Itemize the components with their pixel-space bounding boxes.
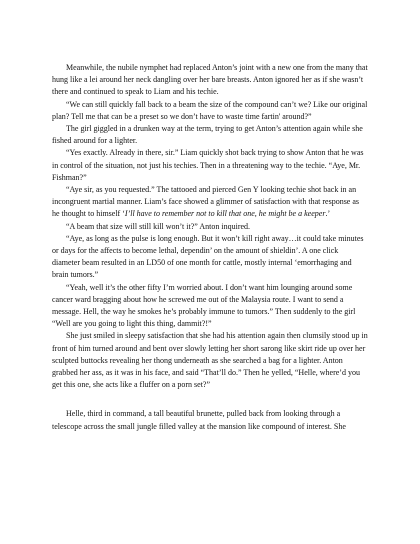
paragraph-8: “Yeah, well it’s the other fifty I’m worried about. I don’t want him lounging around some cancer ward bragging about how he screwed me out of the Malaysia route. I want to send a message. Hell, the way he smokes he’s probably immune to tumors.” Then suddenly to the girl “Well are you going to light this thing, dammit?!”	[52, 282, 356, 329]
paragraph-1: Meanwhile, the nubile nymphet had replaced Anton’s joint with a new one from the many that hung like a lei around her neck dangling over her bare breasts. Anton ignored her as if she wasn’t there and continued to speak to Liam and his techie.	[52, 63, 368, 97]
paragraph-9: She just smiled in sleepy satisfaction that she had his attention again then clumsily stood up in front of him turned around and bent over slowly letting her short sarong like skirt ride up over her sculpted buttocks revealing her thong underneath as she searched a bag for a lighter. Anton grabbed her ass, as it was in his face, and said “That’ll do.” Then he yelled, “Helle, where’d you get this one, she acts like a fluffer on a porn set?”	[52, 331, 368, 390]
paragraph-5-italic-thought: I’ll have to remember not to kill that one, he might be a keeper	[124, 209, 326, 219]
paragraph-3: The girl giggled in a drunken way at the term, trying to get Anton’s attention again while she fished around for a lighter.	[52, 124, 363, 146]
paragraph-2: “We can still quickly fall back to a beam the size of the compound can’t we? Like our original plan? Tell me that can be a preset so we don’t have to waste time fartin' around?”	[52, 99, 368, 121]
paragraph-7: “Aye, as long as the pulse is long enough. But it won’t kill right away…it could take minutes or days for the affects to become lethal, dependin’ on the amount of shieldin’. A one click diameter beam resulted in an LD50 of one month for cattle, mostly internal ‘emorrhaging and brain tumors.”	[52, 233, 364, 280]
paragraph-5-text-before: “Aye sir, as you requested.” The tattooed and pierced Gen Y looking techie shot back in an incongruent martial manner. Liam’s face showed a glimmer of satisfaction with that response as he thought to himself ‘	[52, 185, 360, 219]
paragraph-10: Helle, third in command, a tall beautiful brunette, pulled back from looking through a telescope across the small jungle filled valley at the mansion like compound of interest. She	[52, 409, 346, 431]
paragraph-5-text-after: .’	[325, 209, 331, 219]
paragraph-4: “Yes exactly. Already in there, sir.” Liam quickly shot back trying to show Anton that he was in control of the situation, not just his techies. Then in a threatening way to the techie. “Aye, Mr. Fishman?”	[52, 148, 364, 182]
paragraph-6: “A beam that size will still kill won’t it?” Anton inquired.	[66, 221, 251, 231]
paragraph-5	[52, 184, 368, 221]
